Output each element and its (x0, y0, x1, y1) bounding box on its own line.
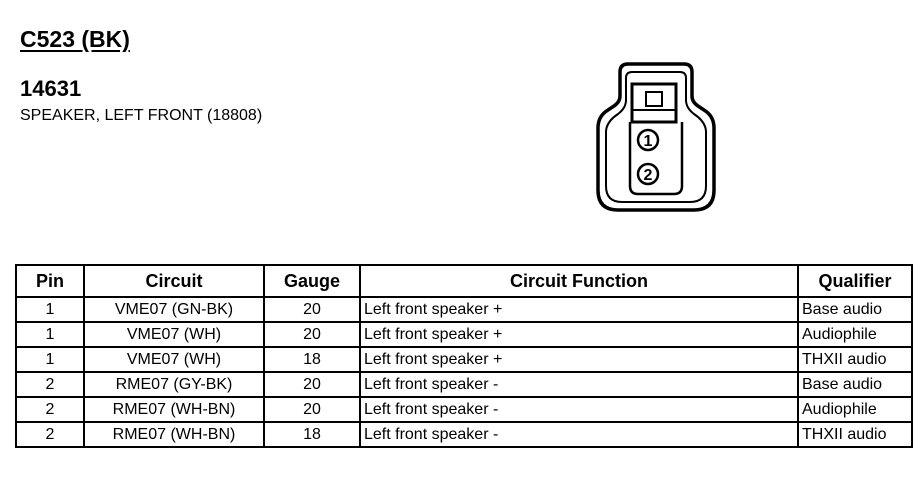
header-pin: Pin (16, 265, 84, 297)
gauge-cell: 20 (264, 297, 360, 322)
gauge-cell: 20 (264, 397, 360, 422)
header-circuit: Circuit (84, 265, 264, 297)
function-cell: Left front speaker + (360, 297, 798, 322)
function-cell: Left front speaker + (360, 347, 798, 372)
pin-cell: 1 (16, 297, 84, 322)
table-row (16, 322, 912, 347)
qualifier-cell: Base audio (798, 372, 912, 397)
pin-2-label: 2 (643, 167, 653, 184)
connector-face-diagram (594, 62, 718, 214)
connector-id: C523 (BK) (20, 26, 130, 52)
table-row (16, 347, 912, 372)
table-row (16, 297, 912, 322)
qualifier-cell: Audiophile (798, 322, 912, 347)
function-cell: Left front speaker - (360, 372, 798, 397)
table-row (16, 422, 912, 447)
circuit-cell: VME07 (WH) (84, 322, 264, 347)
gauge-cell: 20 (264, 372, 360, 397)
header-qualifier: Qualifier (798, 265, 912, 297)
gauge-cell: 18 (264, 422, 360, 447)
qualifier-cell: Audiophile (798, 397, 912, 422)
table-header-row (16, 265, 912, 297)
pin-cell: 1 (16, 347, 84, 372)
circuit-cell: VME07 (WH) (84, 347, 264, 372)
qualifier-cell: THXII audio (798, 347, 912, 372)
qualifier-cell: THXII audio (798, 422, 912, 447)
part-number: 14631 (20, 76, 82, 101)
function-cell: Left front speaker - (360, 422, 798, 447)
function-cell: Left front speaker + (360, 322, 798, 347)
pinout-table (15, 264, 913, 448)
qualifier-cell: Base audio (798, 297, 912, 322)
table-row (16, 397, 912, 422)
circuit-cell: VME07 (GN-BK) (84, 297, 264, 322)
pin-cell: 2 (16, 397, 84, 422)
connector-latch (632, 84, 676, 122)
pin-cell: 2 (16, 372, 84, 397)
gauge-cell: 18 (264, 347, 360, 372)
header-gauge: Gauge (264, 265, 360, 297)
connector-description: SPEAKER, LEFT FRONT (18808) (20, 107, 263, 124)
pin-1-label: 1 (643, 133, 653, 150)
circuit-cell: RME07 (WH-BN) (84, 422, 264, 447)
circuit-cell: RME07 (GY-BK) (84, 372, 264, 397)
gauge-cell: 20 (264, 322, 360, 347)
table-row (16, 372, 912, 397)
function-cell: Left front speaker - (360, 397, 798, 422)
circuit-cell: RME07 (WH-BN) (84, 397, 264, 422)
pin-cell: 2 (16, 422, 84, 447)
header-circuit-function: Circuit Function (360, 265, 798, 297)
connector-outer-shell (598, 64, 714, 210)
pin-cell: 1 (16, 322, 84, 347)
